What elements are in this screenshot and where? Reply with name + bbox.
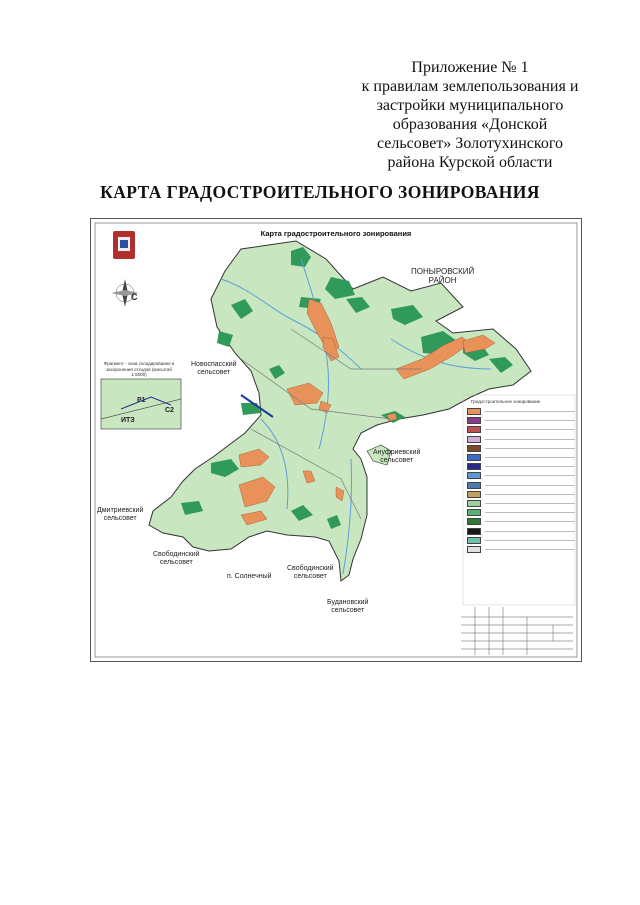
legend-text-placeholder [485, 448, 575, 449]
inset-code-r1: Р1 [137, 397, 146, 404]
legend-text-placeholder [485, 429, 575, 430]
legend-text-placeholder [485, 485, 575, 486]
appendix-line: образования «Донской [392, 116, 548, 133]
label-novospassky: Новоспасский сельсовет [191, 361, 237, 376]
inset-code-itz: ИТЗ [121, 417, 135, 424]
legend-row [467, 435, 575, 444]
legend-swatch [467, 509, 481, 516]
legend-swatch [467, 463, 481, 470]
label-svobodinsky-east: Свободинский сельсовет [287, 565, 334, 580]
inset-code-c2: С2 [165, 407, 174, 414]
label-ponyrovsky: ПОНЫРОВСКИЙ РАЙОН [411, 267, 475, 285]
legend-text-placeholder [485, 549, 575, 550]
legend-row [467, 453, 575, 462]
legend-text-placeholder [485, 475, 575, 476]
legend-row [467, 462, 575, 471]
legend-text-placeholder [485, 466, 575, 467]
legend-swatch [467, 528, 481, 535]
legend-swatch [467, 436, 481, 443]
legend-text-placeholder [485, 494, 575, 495]
appendix-line: сельсовет» Золотухинского [376, 135, 564, 152]
label-svobodinsky-west: Свободинский сельсовет [153, 551, 200, 566]
label-budanovsky: Будановский сельсовет [327, 599, 369, 614]
page-title: КАРТА ГРАДОСТРОИТЕЛЬНОГО ЗОНИРОВАНИЯ [100, 182, 540, 202]
legend-text-placeholder [485, 411, 575, 412]
legend-row [467, 407, 575, 416]
appendix-line: Приложение № 1 [411, 59, 529, 76]
title-block [461, 607, 573, 655]
appendix-line: района Курской области [387, 154, 553, 171]
legend-row [467, 526, 575, 535]
legend-swatch [467, 518, 481, 525]
legend-row [467, 545, 575, 554]
legend-swatch [467, 445, 481, 452]
legend-row [467, 499, 575, 508]
legend-row [467, 444, 575, 453]
legend-row [467, 481, 575, 490]
legend-row [467, 490, 575, 499]
legend-text-placeholder [485, 521, 575, 522]
legend-text-placeholder [485, 540, 575, 541]
legend-swatch [467, 500, 481, 507]
compass-north-label: С [131, 292, 138, 302]
legend-heading: Градостроительное зонирование [471, 399, 541, 404]
legend-text-placeholder [485, 420, 575, 421]
legend-swatch [467, 426, 481, 433]
legend-swatch [467, 454, 481, 461]
legend-text-placeholder [485, 457, 575, 458]
legend-swatch [467, 417, 481, 424]
legend-swatch [467, 491, 481, 498]
legend-row [467, 471, 575, 480]
legend-row [467, 425, 575, 434]
appendix-line: к правилам землепользования и [361, 78, 579, 95]
legend [467, 407, 575, 554]
legend-text-placeholder [485, 503, 575, 504]
legend-swatch [467, 482, 481, 489]
legend-row [467, 517, 575, 526]
appendix-line: застройки муниципального [376, 97, 564, 114]
legend-swatch [467, 537, 481, 544]
legend-text-placeholder [485, 531, 575, 532]
label-solnechny: п. Солнечный [227, 573, 272, 580]
appendix-heading [340, 58, 600, 172]
label-anufrievsky: Ануфриевский сельсовет [373, 449, 421, 464]
legend-row [467, 416, 575, 425]
label-dmitrievsky: Дмитриевский сельсовет [97, 507, 144, 522]
legend-row [467, 508, 575, 517]
map-title: Карта градостроительного зонирования [260, 229, 412, 238]
legend-text-placeholder [485, 512, 575, 513]
map-sheet [90, 218, 582, 662]
legend-swatch [467, 472, 481, 479]
legend-swatch [467, 546, 481, 553]
legend-text-placeholder [485, 439, 575, 440]
legend-row [467, 536, 575, 545]
inset-caption: Фрагмент - зона складирования и захоронения отходов (масштаб 1:5000) [103, 361, 175, 377]
legend-swatch [467, 408, 481, 415]
